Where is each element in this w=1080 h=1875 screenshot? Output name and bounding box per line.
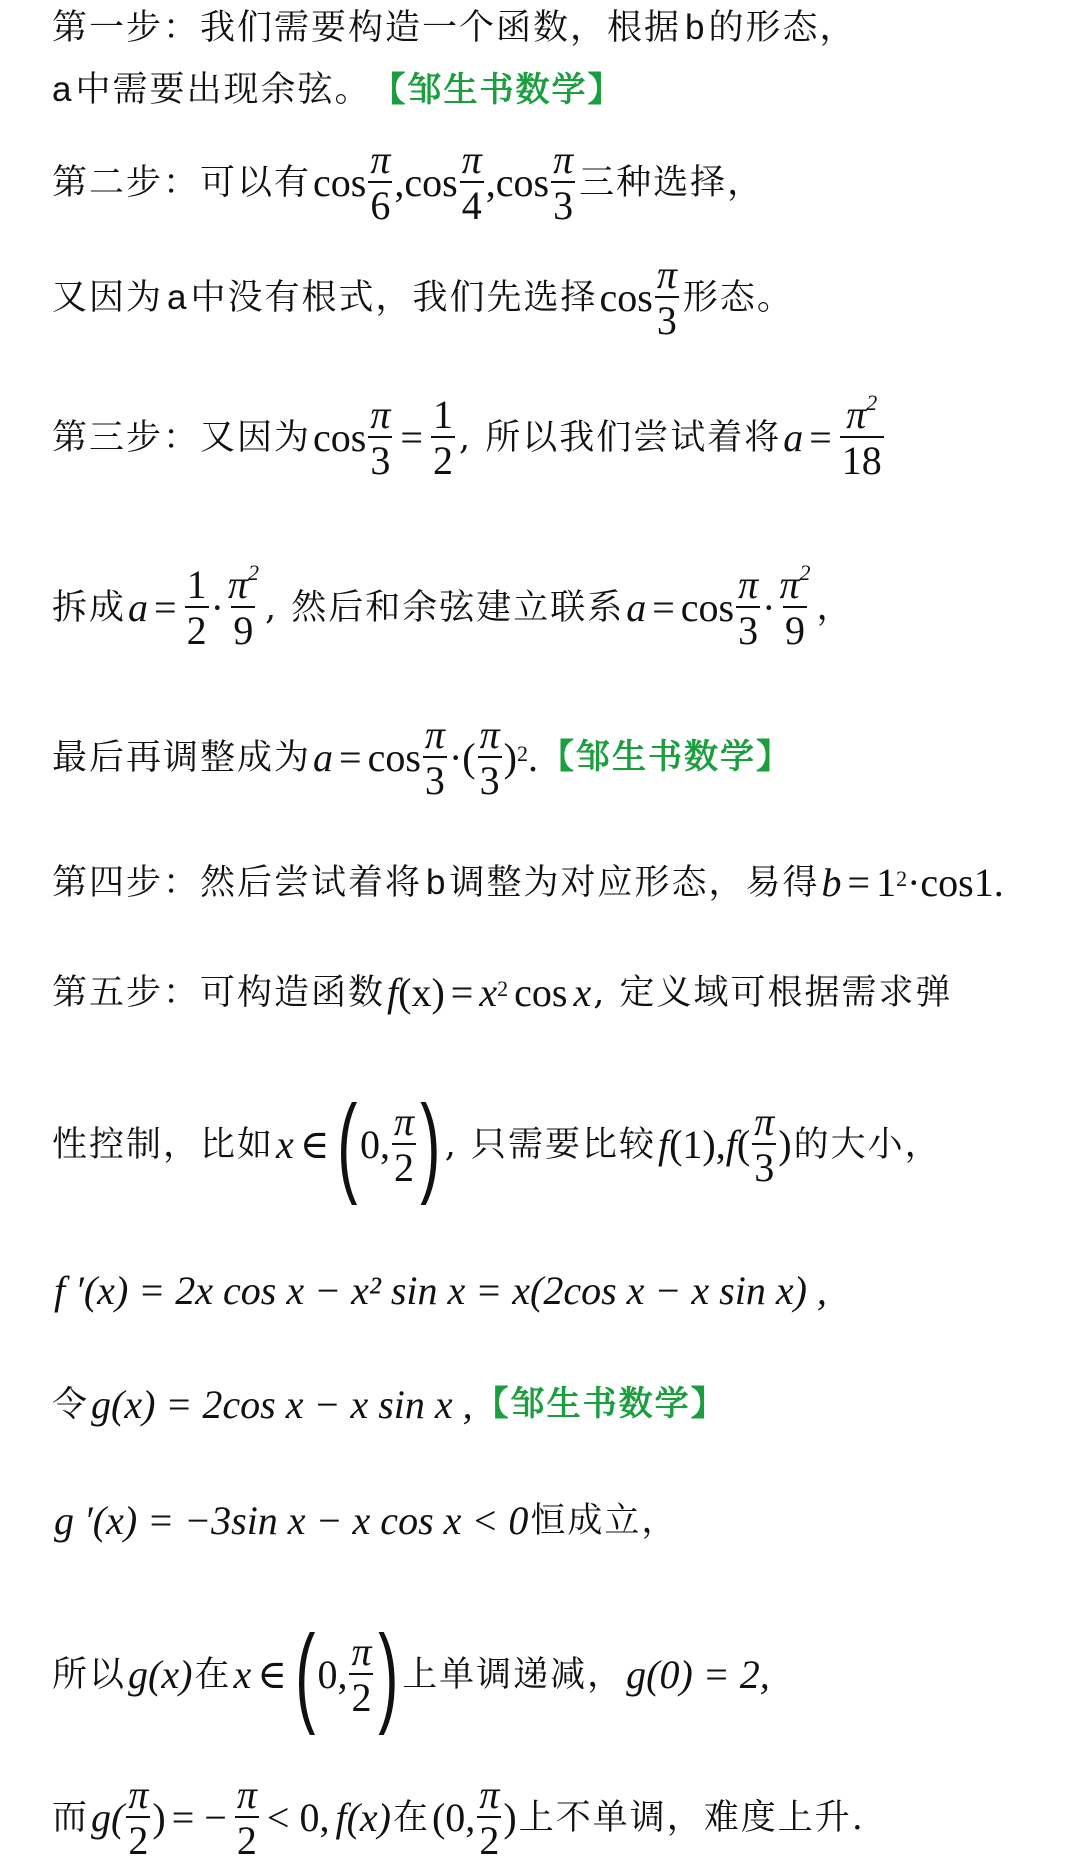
text: 令 (52, 1384, 90, 1425)
g-pi2: g( $\frac{\pi}{2}$ ) = − $\frac{\pi}{2}$ < 0, f(x) (91, 1772, 391, 1863)
g-def-line (52, 1382, 1060, 1428)
step5-line (52, 970, 1060, 1016)
text: 调整为对应形态，易得 (449, 862, 820, 903)
g-derivative: g ′(x) = −3sin x − x cos x < 0 (54, 1498, 529, 1543)
step1-text2: 中需要出现余弦。 (75, 70, 372, 110)
text: , 所以我们尝试着将 (458, 417, 782, 458)
step2-text: 第二步：可以有 (52, 162, 312, 203)
x-in-interval: x ∈ ( 0, $\frac{\pi}{2}$ ) (233, 1613, 398, 1736)
a-eq-cos-pi3-pi3-sq: a = cos $\frac{\pi}{3}$ · ( $\frac{\pi}{3}$ ) 2 . (313, 712, 538, 803)
a-eq-cos-pi3-pi2-9: a = cos $\frac{\pi}{3}$ · $\frac{\pi^2}{9}$ (626, 559, 811, 653)
text: 最后再调整成为 (52, 737, 312, 778)
text: 性控制，比如 (52, 1124, 275, 1165)
cos-pi-6: cos $\frac{\pi}{6}$ , cos $\frac{\pi}{4}$ , cos $\frac{\pi}{3}$ (313, 137, 574, 228)
brand-label: 【邹生书数学】 (371, 69, 624, 110)
text: 的大小， (793, 1124, 942, 1165)
a-eq-pi2-18: a = $\frac{\pi^2}{18}$ (783, 389, 882, 483)
text: , 定义域可根据需求弹 (593, 972, 953, 1013)
text: 而 (52, 1797, 90, 1838)
var-b: b (685, 8, 705, 47)
f1-f-pi3: f (1), f ( $\frac{\pi}{3}$ ) (657, 1099, 792, 1190)
text: , 然后和余弦建立联系 (264, 587, 625, 628)
var-a: a (52, 70, 72, 109)
b-eq: b = 1 2 ·cos1. (821, 860, 1004, 905)
text: , 只需要比较 (444, 1124, 656, 1165)
step1-tail: 的形态， (708, 8, 857, 48)
text: 在 (194, 1654, 232, 1695)
x-in-interval: x ∈ ( 0, $\frac{\pi}{2}$ ) (276, 1083, 441, 1206)
text: 又因为 (52, 277, 164, 318)
conclusion-line (52, 1772, 1060, 1863)
g-x: g(x) (128, 1652, 193, 1697)
text: 上单调递减， (402, 1654, 625, 1695)
interval: (0, $\frac{\pi}{2}$ ) (431, 1772, 517, 1863)
monotone-line (52, 1613, 1060, 1736)
g-def: g(x) = 2cos x − x sin x , (91, 1382, 473, 1427)
var-b: b (426, 862, 446, 902)
a-eq-half-pi2-9: a = $\frac{1}{2}$ · $\frac{\pi^2}{9}$ (128, 559, 259, 653)
step4-line (52, 860, 1060, 906)
step3-text: 第三步：又因为 (52, 417, 312, 458)
text: 恒成立， (530, 1500, 679, 1541)
text: 上不单调，难度上升. (518, 1797, 865, 1838)
text: 中没有根式，我们先选择 (190, 277, 598, 318)
cos-pi3-eq-half: cos $\frac{\pi}{3}$ = $\frac{1}{2}$ (313, 392, 453, 483)
text: 在 (392, 1797, 430, 1838)
f-derivative: f ′(x) = 2x cos x − x² sin x = x(2cos x − x sin x) , (54, 1268, 827, 1313)
step1-line (52, 8, 1060, 48)
text: 拆成 (52, 587, 127, 628)
derivative-g-line (52, 1498, 1060, 1544)
split-line (52, 559, 1060, 653)
brand-label: 【邹生书数学】 (539, 737, 792, 778)
step4-text: 第四步：然后尝试着将 (52, 862, 423, 903)
text: ， (816, 587, 854, 628)
f-def: f (x) = x 2 cos x (387, 970, 592, 1015)
step5-text: 第五步：可构造函数 (52, 972, 386, 1013)
step2-tail: 三种选择， (579, 162, 765, 203)
text: 所以 (52, 1654, 127, 1695)
adjust-line (52, 712, 1060, 803)
step2-line (52, 137, 1060, 228)
brand-label: 【邹生书数学】 (474, 1384, 727, 1425)
step3-line (52, 389, 1060, 483)
step2-line2 (52, 252, 1060, 343)
derivative-f-line (52, 1268, 1060, 1314)
domain-line (52, 1083, 1060, 1206)
var-a: a (167, 277, 187, 317)
text: 形态。 (682, 277, 794, 318)
g0: g(0) = 2, (626, 1652, 770, 1697)
step1-line2 (52, 70, 1060, 110)
step1-text: 第一步：我们需要构造一个函数，根据 (52, 8, 682, 48)
cos-pi-3: cos $\frac{\pi}{3}$ (599, 252, 677, 343)
